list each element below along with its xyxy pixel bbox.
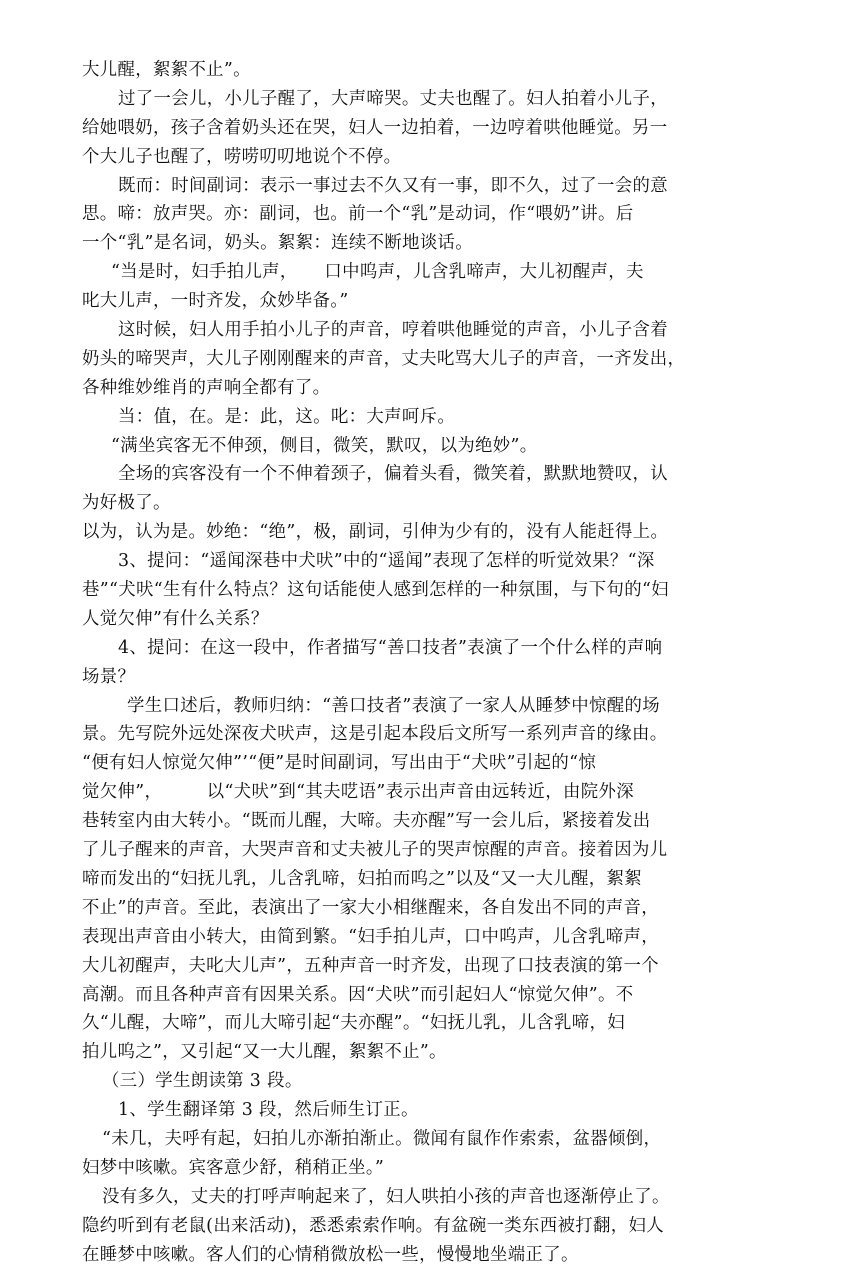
text-line: 给她喂奶，孩子含着奶头还在哭，妇人一边拍着，一边哼着哄他睡觉。另一: [82, 117, 668, 138]
text-line: 以为，认为是。妙绝：“绝”，极，副词，引伸为少有的，没有人能赶得上。: [82, 522, 669, 543]
text-line: 场景？: [82, 666, 136, 687]
text-line: 各种维妙维肖的声响全都有了。: [82, 377, 331, 398]
text-line: 思。啼：放声哭。亦：副词，也。前一个“乳”是动词，作“喂奶”讲。后: [82, 204, 634, 225]
text-line: 没有多久，丈夫的打呼声响起来了，妇人哄拍小孩的声音也逐渐停止了。: [102, 1186, 670, 1207]
text-line: 全场的宾客没有一个不伸着颈子，偏着头看，微笑着，默默地赞叹，认: [118, 464, 668, 485]
text-line: “未几，夫呼有起，妇拍儿亦渐拍渐止。微闻有鼠作作索索，盆器倾倒，: [102, 1128, 662, 1149]
text-line: 1、学生翻译第 3 段，然后师生订正。: [118, 1100, 419, 1121]
text-line: 拍儿呜之”，又引起“又一大儿醒，絮絮不止”。: [82, 1042, 447, 1063]
text-line: 当：值，在。是：此，这。叱：大声呵斥。: [118, 406, 456, 427]
text-line: 巷”“犬吠“生有什么特点？这句话能使人感到怎样的一种氛围，与下句的“妇: [82, 580, 669, 601]
text-line: 个大儿子也醒了，唠唠叨叨地说个不停。: [82, 146, 402, 167]
text-line: “当是时，妇手拍儿声， 口中呜声，儿含乳啼声，大儿初醒声，夫: [111, 262, 644, 283]
text-line: 不止”的声音。至此，表演出了一家大小相继醒来，各自发出不同的声音，: [82, 897, 659, 918]
text-line: 隐约听到有老鼠(出来活动)，悉悉索索作响。有盆碗一类东西被打翻，妇人: [82, 1215, 664, 1236]
text-line: 奶头的啼哭声，大儿子刚刚醒来的声音，丈夫叱骂大儿子的声音，一齐发出，: [82, 348, 686, 369]
text-line: 觉欠伸”， 以“犬吠”到“其夫呓语”表示出声音由远转近，由院外深: [82, 782, 634, 803]
text-line: 这时候，妇人用手拍小儿子的声音，哼着哄他睡觉的声音，小儿子含着: [118, 320, 668, 341]
text-line: 啼而发出的“妇抚儿乳，儿含乳啼，妇拍而呜之”以及“又一大儿醒，絮絮: [82, 868, 642, 889]
text-line: （三）学生朗读第 3 段。: [102, 1071, 303, 1092]
text-line: 景。先写院外远处深夜犬吠声，这是引起本段后文所写一系列声音的缘由。: [82, 724, 668, 745]
text-line: 巷转室内由大转小。“既而儿醒，大啼。夫亦醒”写一会儿后，紧接着发出: [82, 811, 651, 832]
text-line: 久“儿醒，大啼”，而儿大啼引起“夫亦醒”。“妇抚儿乳，儿含乳啼，妇: [82, 1013, 625, 1034]
text-line: 学生口述后，教师归纳：“善口技者”表演了一家人从睡梦中惊醒的场: [127, 695, 660, 716]
text-line: 了儿子醒来的声音，大哭声音和丈夫被儿子的哭声惊醒的声音。接着因为儿: [82, 840, 668, 861]
text-line: 3、提问：“遥闻深巷中犬吠”中的“遥闻”表现了怎样的听觉效果？“深: [118, 551, 655, 572]
text-line: 表现出声音由小转大，由简到繁。“妇手拍儿声，口中呜声，儿含乳啼声，: [82, 926, 659, 947]
text-line: “满坐宾客无不伸颈，侧目，微笑，默叹，以为绝妙”。: [111, 435, 538, 456]
text-line: “便有妇人惊觉欠伸”’“便”是时间副词，写出由于“犬吠”引起的“惊: [82, 753, 597, 774]
text-line: 高潮。而且各种声音有因果关系。因“犬吠”而引起妇人“惊觉欠伸”。不: [82, 984, 634, 1005]
text-line: 4、提问：在这一段中，作者描写“善口技者”表演了一个什么样的声响: [118, 637, 663, 658]
text-line: 人觉欠伸”有什么关系？: [82, 608, 269, 629]
text-line: 过了一会儿，小儿子醒了，大声啼哭。丈夫也醒了。妇人拍着小儿子，: [118, 88, 668, 109]
text-line: 为好极了。: [82, 493, 171, 514]
text-line: 一个“乳”是名词，奶头。絮絮：连续不断地谈话。: [82, 233, 474, 254]
text-line: 既而：时间副词：表示一事过去不久又有一事，即不久，过了一会的意: [118, 175, 668, 196]
text-line: 叱大儿声，一时齐发，众妙毕备。”: [82, 291, 349, 312]
text-line: 妇梦中咳嗽。宾客意少舒，稍稍正坐。”: [82, 1157, 385, 1178]
text-line: 大儿醒，絮絮不止”。: [82, 60, 251, 80]
text-line: 大儿初醒声，夫叱大儿声”，五种声音一时齐发，出现了口技表演的第一个: [82, 955, 659, 976]
text-line: 在睡梦中咳嗽。客人们的心情稍微放松一些，慢慢地坐端正了。: [82, 1244, 579, 1265]
document-page: [82, 56, 692, 1269]
